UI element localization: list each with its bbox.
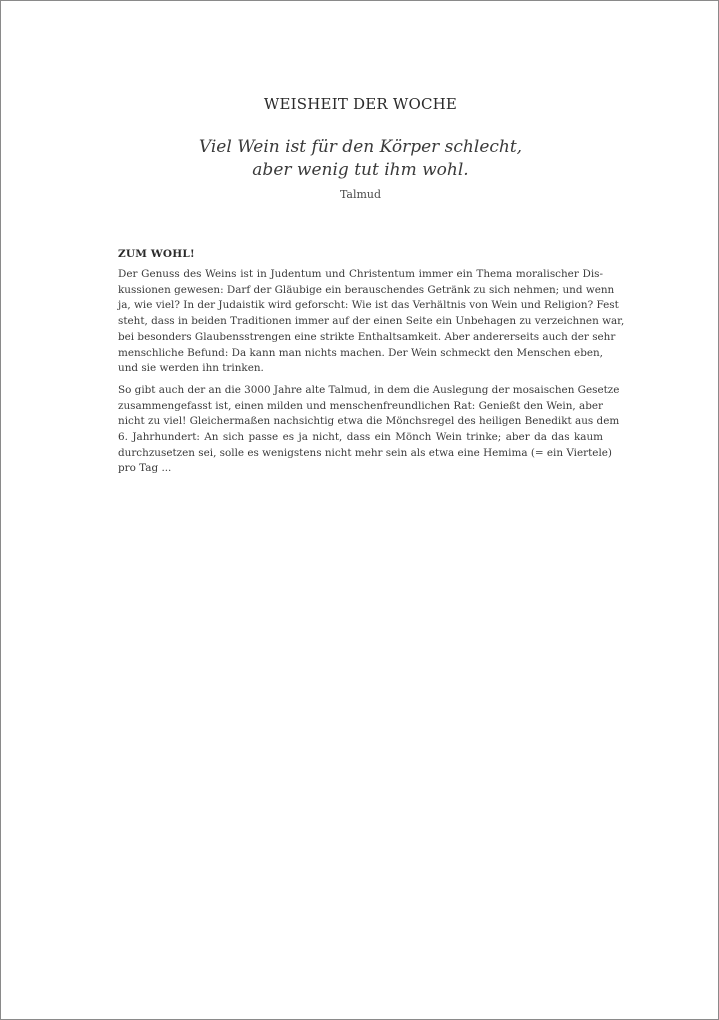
quote-line: Viel Wein ist für den Körper schlecht, [198, 137, 523, 157]
quote [1, 136, 719, 182]
section-body [118, 267, 625, 477]
text-line: pro Tag ... [118, 462, 172, 475]
paragraph [118, 267, 625, 377]
page-title: WEISHEIT DER WOCHE [263, 95, 458, 113]
text-line: und sie werden ihn trinken. [118, 362, 264, 375]
text-line: bei besonders Glaubensstrengen eine strikte Enthaltsamkeit. Aber andererseits auch der sehr [118, 330, 616, 343]
text-line: kussionen gewesen: Darf der Gläubige ein berauschendes Getränk zu sich nehmen; und wenn [118, 283, 615, 296]
text-line: Der Genuss des Weins ist in Judentum und Christentum immer ein Thema moralischer Dis- [118, 268, 603, 280]
text-line: steht, dass in beiden Traditionen immer auf der einen Seite ein Unbehagen zu verzeichnen war, [118, 315, 625, 328]
text-line: So gibt auch der an die 3000 Jahre alte Talmud, in dem die Auslegung der mosaischen Gesetze [118, 383, 620, 396]
text-line: durchzusetzen sei, solle es wenigstens nicht mehr sein als etwa eine Hemima (= ein Viertele) [118, 446, 612, 459]
section-heading: ZUM WOHL! [118, 248, 195, 260]
text-line: ja, wie viel? In der Judaistik wird geforscht: Wie ist das Verhältnis von Wein und Religion? Fest [118, 299, 619, 312]
text-line: 6. Jahrhundert: An sich passe es ja nicht, dass ein Mönch Wein trinke; aber da das kaum [118, 431, 603, 444]
quote-source: Talmud [339, 188, 382, 201]
paragraph [118, 383, 620, 477]
text-line: menschliche Befund: Da kann man nichts machen. Der Wein schmeckt den Menschen eben, [118, 346, 603, 359]
quote-line: aber wenig tut ihm wohl. [252, 160, 469, 180]
text-line: zusammengefasst ist, einen milden und menschenfreundlichen Rat: Genießt den Wein, aber [118, 399, 603, 412]
text-line: nicht zu viel! Gleichermaßen nachsichtig etwa die Mönchsregel des heiligen Benedikt aus dem [118, 415, 620, 428]
